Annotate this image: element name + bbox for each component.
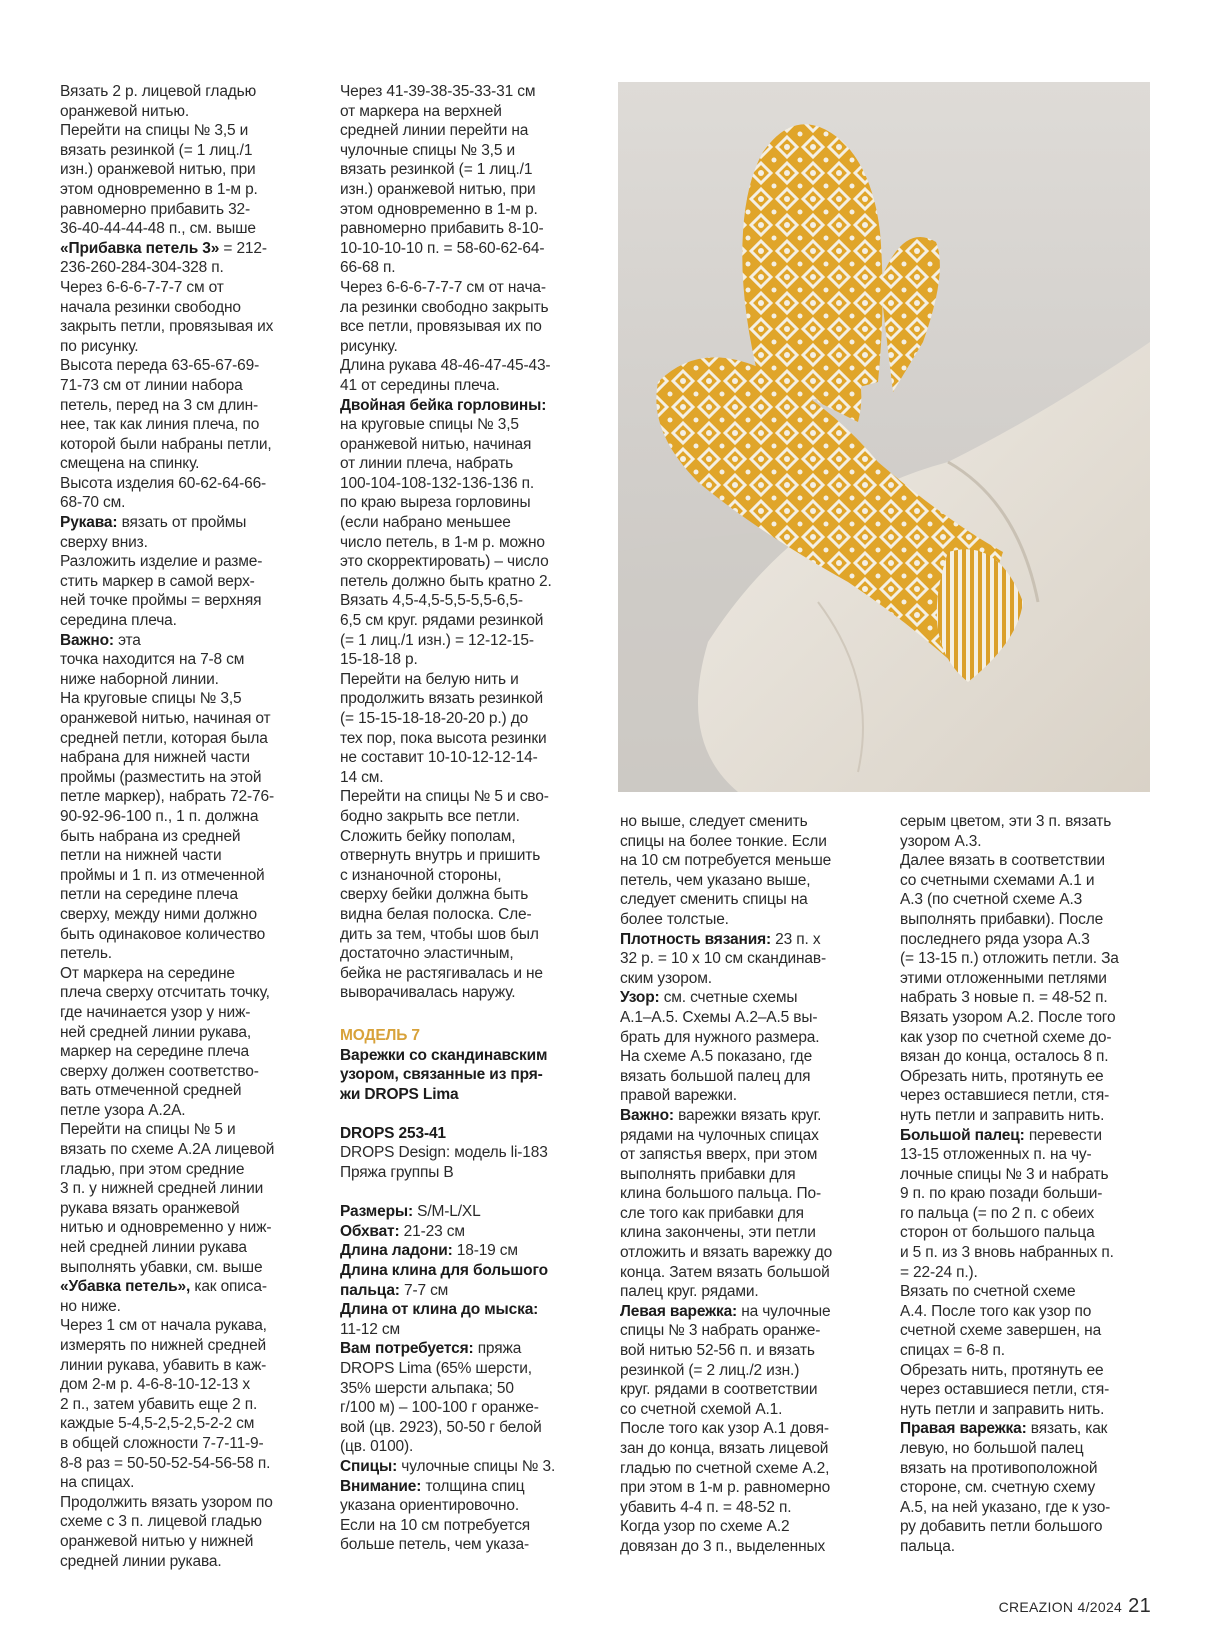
magazine-issue: CREAZION 4/2024 bbox=[998, 1599, 1123, 1615]
page-number: 21 bbox=[1128, 1595, 1151, 1617]
body-text: перевести 13-15 отложенных п. на чу- лочные спицы № 3 и набрать 9 п. по краю позади больши- го пальца (= по 2 п. с обеих сторон от большого пальца и 5 п. из 3 вновь набранных п. = 22-24 п.). bbox=[900, 1126, 1114, 1281]
body-text: Длина рукава 48-46-47-45-43- 41 от середины плеча. bbox=[340, 357, 551, 394]
body-text: Перейти на спицы № 5 и сво- бодно закрыть все петли. Сложить бейку пополам, отвернуть внутрь и пришить с изнаночной стороны, сверху бейки должна быть видна белая полоска. Сле- дить за тем, чтобы шов был достаточно эластичным, бейка не растягивалась и не выворачивалась наружу. bbox=[340, 788, 549, 1002]
paragraph bbox=[60, 1493, 310, 1571]
body-text: вязать от проймы сверху вниз. bbox=[60, 514, 247, 551]
mittens-photo bbox=[618, 82, 1150, 792]
body-text: Высота переда 63-65-67-69- 71-73 см от линии набора петель, перед на 3 см длин- нее, так как линия плеча, по которой были набраны петли, смещена на спинку. bbox=[60, 357, 272, 473]
paragraph bbox=[340, 396, 594, 670]
body-text: На круговые спицы № 3,5 оранжевой нитью, начиная от средней петли, которая была набрана для нижней части проймы (разместить на этой петле маркер), набрать 72-76- 90-92-96-100 п., 1 п. должна быть набрана из средней петли на нижней части проймы и 1 п. из отмеченной петли на середине плеча сверху, между ними должно быть одинаковое количество петель. bbox=[60, 690, 274, 963]
bold-label: Правая варежка: bbox=[900, 1420, 1027, 1438]
body-text: 23 п. х 32 р. = 10 х 10 см скандинав- ским узором. bbox=[620, 930, 826, 987]
paragraph bbox=[900, 1361, 1162, 1420]
body-text: 21-23 см bbox=[399, 1222, 465, 1240]
paragraph bbox=[620, 1517, 882, 1556]
body-text: DROPS Design: модель li-183 Пряжа группы B bbox=[340, 1144, 548, 1182]
body-text: S/M-L/XL bbox=[413, 1203, 481, 1221]
bold-label: Спицы: bbox=[340, 1457, 398, 1475]
body-text: Вязать узором А.2. После того как узор по счетной схеме до- вязан до конца, осталось 8 п. Обрезать нить, протянуть ее через оставшиеся петли, стя- нуть петли и заправить нить. bbox=[900, 1008, 1116, 1124]
paragraph bbox=[340, 1300, 594, 1339]
body-text: = 212- 236-260-284-304-328 п. bbox=[60, 239, 267, 277]
paragraph bbox=[620, 1419, 882, 1517]
body-text: Вязать 2 р. лицевой гладью оранжевой нитью. bbox=[60, 83, 257, 120]
bold-label: Длина клина для большого пальца: bbox=[340, 1262, 548, 1299]
paragraph bbox=[60, 964, 310, 1121]
paragraph bbox=[340, 1241, 594, 1261]
body-text: Перейти на спицы № 3,5 и вязать резинкой (= 1 лиц./1 изн.) оранжевой нитью, при этом одновременно в 1-м р. равномерно прибавить 32- 36-40-44-44-48 п., см. выше bbox=[60, 122, 258, 238]
paragraph bbox=[60, 474, 310, 513]
paragraph bbox=[60, 356, 310, 474]
paragraph bbox=[340, 1457, 594, 1477]
paragraph bbox=[620, 1106, 882, 1302]
paragraph bbox=[60, 1120, 310, 1277]
body-text: От маркера на середине плеча сверху отсчитать точку, где начинается узор у ниж- ней средней линии рукава, маркер на середине плеча сверху должен соответство- вать отмеченной средней петле узора А.2А. bbox=[60, 964, 270, 1119]
paragraph bbox=[900, 1282, 1162, 1360]
body-text: 7-7 см bbox=[399, 1281, 449, 1299]
body-text: Продолжить вязать узором по схеме с 3 п. лицевой гладью оранжевой нитью у нижней средней линии рукава. bbox=[60, 1493, 273, 1570]
text-column-3 bbox=[620, 812, 882, 1557]
bold-label: Варежки со скандинавским узором, связанные из пря- жи DROPS Lima bbox=[340, 1046, 548, 1103]
bold-label: Размеры: bbox=[340, 1203, 414, 1221]
text-column-2 bbox=[340, 82, 594, 1555]
body-text: чулочные спицы № 3. bbox=[397, 1457, 556, 1475]
body-text: Перейти на белую нить и продолжить вязать резинкой (= 15-15-18-18-20-20 р.) до тех пор, пока высота резинки не составит 10-10-12-12-14- 14 см. bbox=[340, 670, 547, 786]
body-text: Далее вязать в соответствии со счетными схемами А.1 и А.3 (по счетной схеме А.3 выполнять прибавки). После последнего ряда узора А.3 (= 13-15 п.) отложить петли. За этими отложенными петлями набрать 3 новые п. = 48-52 п. bbox=[900, 852, 1119, 1007]
body-text: Через 1 см от начала рукава, измерять по нижней средней линии рукава, убавить в каж- дом 2-м р. 4-6-8-10-12-13 х 2 п., затем убавить еще 2 п. каждые 5-4,5-2,5-2,5-2-2 см в общей сложности 7-7-11-9- 8-8 раз = 50-50-52-54-56-58 п. на спицах. bbox=[60, 1317, 271, 1492]
paragraph bbox=[620, 930, 882, 989]
paragraph bbox=[900, 1419, 1162, 1556]
paragraph bbox=[60, 82, 310, 121]
paragraph bbox=[340, 1124, 594, 1144]
paragraph bbox=[60, 239, 310, 278]
bold-label: Двойная бейка горловины: bbox=[340, 396, 547, 414]
paragraph bbox=[900, 851, 1162, 1008]
text-column-4 bbox=[900, 812, 1162, 1557]
paragraph bbox=[60, 121, 310, 239]
paragraph bbox=[60, 689, 310, 963]
body-text: Вязать по счетной схеме А.4. После того как узор по счетной схеме завершен, на спицах = 6-8 п. bbox=[900, 1283, 1102, 1360]
body-text: Через 6-6-6-7-7-7 см от нача- ла резинки свободно закрыть все петли, провязывая их по рисунку. bbox=[340, 278, 549, 355]
bold-label: Плотность вязания: bbox=[620, 930, 772, 948]
bold-label: Важно: bbox=[620, 1106, 674, 1124]
paragraph bbox=[340, 1261, 594, 1300]
body-text: Через 41-39-38-35-33-31 см от маркера на верхней средней линии перейти на чулочные спицы № 3,5 и вязать резинкой (= 1 лиц./1 изн.) оранжевой нитью, при этом одновременно в 1-м р. равномерно прибавить 8-10- 10-10-10-10 п. = 58-60-62-64- 66-68 п. bbox=[340, 83, 545, 277]
bold-label: Левая варежка: bbox=[620, 1302, 738, 1320]
paragraph bbox=[340, 82, 594, 278]
bold-label: Узор: bbox=[620, 989, 660, 1007]
paragraph bbox=[900, 812, 1162, 851]
paragraph bbox=[620, 1302, 882, 1420]
paragraph bbox=[340, 1339, 594, 1457]
paragraph bbox=[340, 1477, 594, 1555]
bold-label: Обхват: bbox=[340, 1222, 400, 1240]
paragraph bbox=[620, 812, 882, 930]
paragraph bbox=[900, 1008, 1162, 1126]
paragraph bbox=[60, 1277, 310, 1316]
bold-label: Важно: bbox=[60, 631, 114, 649]
paragraph bbox=[340, 356, 594, 395]
mittens-illustration bbox=[618, 82, 1150, 792]
paragraph bbox=[340, 1143, 594, 1182]
body-text: 18-19 см bbox=[452, 1242, 518, 1260]
body-text: как описа- но ниже. bbox=[60, 1278, 267, 1315]
bold-label: Длина от клина до мыска: bbox=[340, 1301, 539, 1319]
body-text: вязать, как левую, но большой палец вязать на противоположной стороне, см. счетную схему А.5, на ней указано, где к узо- ру добавить петли большого пальца. bbox=[900, 1420, 1111, 1555]
paragraph bbox=[340, 787, 594, 1003]
body-text: на чулочные спицы № 3 набрать оранже- вой нитью 52-56 п. и вязать резинкой (= 2 лиц./2 изн.) круг. рядами в соответствии со счетной схемой А.1. bbox=[620, 1302, 831, 1418]
paragraph bbox=[340, 1202, 594, 1222]
bold-label: Длина ладони: bbox=[340, 1242, 453, 1260]
paragraph bbox=[340, 1026, 594, 1046]
bold-label: DROPS 253-41 bbox=[340, 1124, 446, 1142]
body-text: но выше, следует сменить спицы на более тонкие. Если на 10 см потребуется меньше петель, чем указано выше, следует сменить спицы на более толстые. bbox=[620, 813, 832, 928]
body-text: серым цветом, эти 3 п. вязать узором А.3. bbox=[900, 813, 1112, 850]
bold-label: Внимание: bbox=[340, 1477, 422, 1495]
body-text: Когда узор по схеме А.2 довязан до 3 п., выделенных bbox=[620, 1518, 826, 1555]
body-text: Разложить изделие и разме- стить маркер в самой верх- ней точке проймы = верхняя середина плеча. bbox=[60, 553, 263, 630]
paragraph bbox=[60, 552, 310, 630]
paragraph bbox=[620, 988, 882, 1106]
model-heading: МОДЕЛЬ 7 bbox=[340, 1026, 420, 1044]
body-text: варежки вязать круг. рядами на чулочных спицах от запястья вверх, при этом выполнять прибавки для клина большого пальца. По- сле того как прибавки для клина закончены, эти петли отложить и вязать варежку до конца. Затем вязать большой палец круг. рядами. bbox=[620, 1106, 833, 1301]
body-text: см. счетные схемы А.1–А.5. Схемы А.2–А.5 вы- брать для нужного размера. На схеме А.5 показано, где вязать большой палец для правой варежки. bbox=[620, 989, 820, 1105]
paragraph bbox=[340, 1222, 594, 1242]
paragraph bbox=[60, 278, 310, 356]
bold-label: Большой палец: bbox=[900, 1126, 1025, 1144]
body-text: пряжа DROPS Lima (65% шерсти, 35% шерсти альпака; 50 г/100 м) – 100-100 г оранже- вой (цв. 2923), 50-50 г белой (цв. 0100). bbox=[340, 1340, 542, 1456]
body-text: Через 6-6-6-7-7-7 см от начала резинки свободно закрыть петли, провязывая их по рисунку. bbox=[60, 278, 274, 355]
paragraph bbox=[340, 670, 594, 788]
bold-label: Вам потребуется: bbox=[340, 1340, 474, 1358]
body-text: Перейти на спицы № 5 и вязать по схеме А.2А лицевой гладью, при этом средние 3 п. у нижней средней линии рукава вязать оранжевой нитью и одновременно у ниж- ней средней линии рукава выполнять убавки, см. выше bbox=[60, 1121, 275, 1276]
page-footer bbox=[999, 1595, 1151, 1618]
body-text: эта точка находится на 7-8 см ниже наборной линии. bbox=[60, 631, 245, 688]
body-text: на круговые спицы № 3,5 оранжевой нитью, начиная от линии плеча, набрать 100-104-108-132-136-136 п. по краю выреза горловины (если набрано меньшее число петель, в 1-м р. можно это скорректировать) – число петель должно быть кратно 2. Вязать 4,5-4,5-5,5-5,5-6,5- 6,5 см круг. рядами резинкой (= 1 лиц./1 изн.) = 12-12-15- 15-18-18 р. bbox=[340, 416, 552, 669]
bold-label: «Убавка петель», bbox=[60, 1278, 191, 1296]
paragraph bbox=[340, 1046, 594, 1105]
paragraph bbox=[60, 1316, 310, 1492]
text-column-1 bbox=[60, 82, 310, 1571]
bold-label: «Прибавка петель 3» bbox=[60, 239, 220, 257]
body-text: Высота изделия 60-62-64-66- 68-70 см. bbox=[60, 474, 267, 512]
body-text: 11-12 см bbox=[340, 1320, 401, 1338]
paragraph bbox=[60, 631, 310, 690]
body-text: После того как узор А.1 довя- зан до конца, вязать лицевой гладью по счетной схеме А.2, при этом в 1-м р. равномерно убавить 4-4 п. = 48-52 п. bbox=[620, 1420, 831, 1516]
body-text: толщина спиц указана ориентировочно. Если на 10 см потребуется больше петель, чем указа- bbox=[340, 1477, 531, 1554]
body-text: Обрезать нить, протянуть ее через оставшиеся петли, стя- нуть петли и заправить нить. bbox=[900, 1361, 1110, 1418]
paragraph bbox=[340, 278, 594, 356]
paragraph bbox=[60, 513, 310, 552]
bold-label: Рукава: bbox=[60, 514, 118, 532]
paragraph bbox=[900, 1126, 1162, 1283]
